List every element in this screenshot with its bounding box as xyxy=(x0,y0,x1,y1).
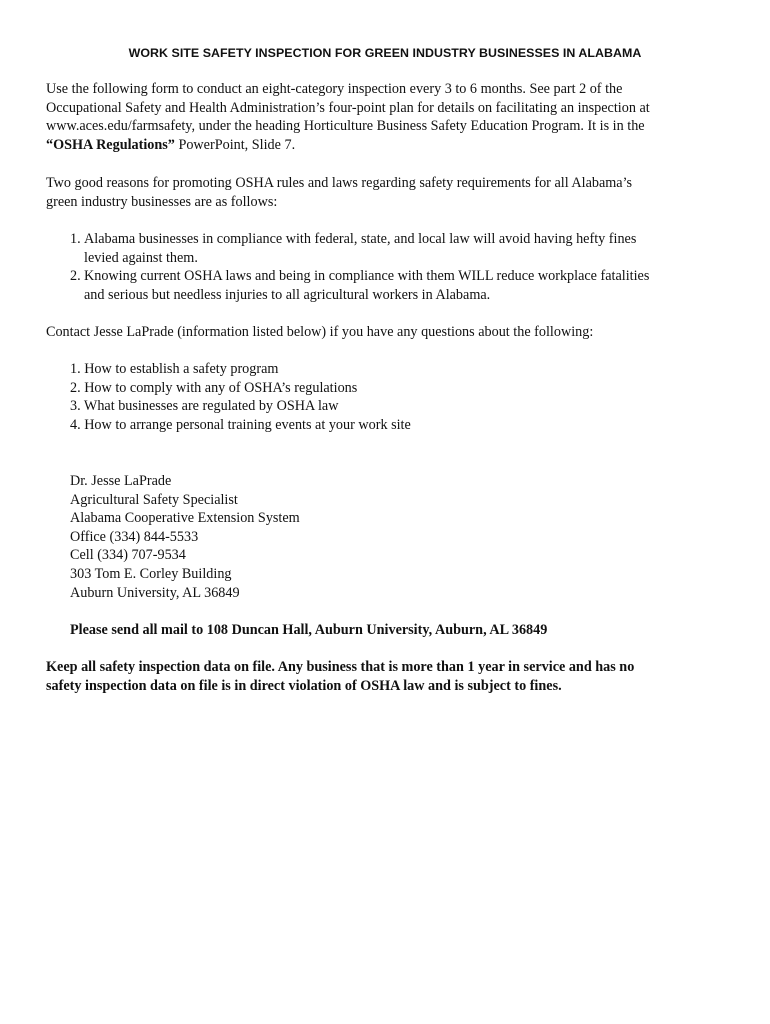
intro-line: Use the following form to conduct an eight-category inspection every 3 to 6 months. See part 2 of the xyxy=(46,81,623,97)
intro-paragraph xyxy=(46,80,736,154)
list-item: 4. How to arrange personal training events at your work site xyxy=(70,416,411,433)
questions-list xyxy=(70,360,411,434)
contact-title: Agricultural Safety Specialist xyxy=(70,491,238,508)
office-phone: Office (334) 844-5533 xyxy=(70,528,199,545)
slide-reference: PowerPoint, Slide 7. xyxy=(174,136,296,153)
reasons-line: green industry businesses are as follows: xyxy=(46,193,278,210)
keep-notice-line: Keep all safety inspection data on file. Any business that is more than 1 year in service and has no xyxy=(46,659,635,675)
list-text: Alabama businesses in compliance with federal, state, and local law will avoid having hefty fines xyxy=(84,231,637,247)
list-item xyxy=(70,230,730,267)
keep-data-notice xyxy=(46,658,736,695)
list-item xyxy=(70,267,730,304)
list-number: 1. xyxy=(70,231,81,247)
contact-intro: Contact Jesse LaPrade (information listed below) if you have any questions about the following: xyxy=(46,324,594,340)
intro-line xyxy=(46,136,736,155)
list-text: levied against them. xyxy=(84,249,198,266)
list-text: Knowing current OSHA laws and being in compliance with them WILL reduce workplace fatalities xyxy=(84,268,650,285)
list-number: 2. xyxy=(70,268,81,285)
list-text: and serious but needless injuries to all agricultural workers in Alabama. xyxy=(84,286,491,303)
contact-name: Dr. Jesse LaPrade xyxy=(70,473,172,489)
keep-notice-line: safety inspection data on file is in direct violation of OSHA law and is subject to fines. xyxy=(46,677,562,694)
reasons-list xyxy=(70,230,730,304)
list-item: 2. How to comply with any of OSHA’s regulations xyxy=(70,379,358,396)
intro-line: Occupational Safety and Health Administration’s four-point plan for details on facilitating an inspection at xyxy=(46,99,650,116)
list-item: 3. What businesses are regulated by OSHA law xyxy=(70,398,339,415)
cell-phone: Cell (334) 707-9534 xyxy=(70,547,186,564)
reasons-line: Two good reasons for promoting OSHA rules and laws regarding safety requirements for all Alabama’s xyxy=(46,175,633,191)
reasons-paragraph xyxy=(46,174,736,211)
list-item: 1. How to establish a safety program xyxy=(70,361,279,377)
intro-line: www.aces.edu/farmsafety, under the heading Horticulture Business Safety Education Program. It is in the xyxy=(46,118,645,135)
page-title: WORK SITE SAFETY INSPECTION FOR GREEN INDUSTRY BUSINESSES IN ALABAMA xyxy=(128,46,642,60)
city-state-zip: Auburn University, AL 36849 xyxy=(70,584,240,601)
contact-address-block xyxy=(70,472,300,602)
osha-regulations-label: “OSHA Regulations” xyxy=(46,136,175,153)
street-address: 303 Tom E. Corley Building xyxy=(70,565,232,582)
contact-organization: Alabama Cooperative Extension System xyxy=(70,510,300,527)
mail-notice: Please send all mail to 108 Duncan Hall, Auburn University, Auburn, AL 36849 xyxy=(70,622,548,638)
contact-paragraph xyxy=(46,323,736,342)
